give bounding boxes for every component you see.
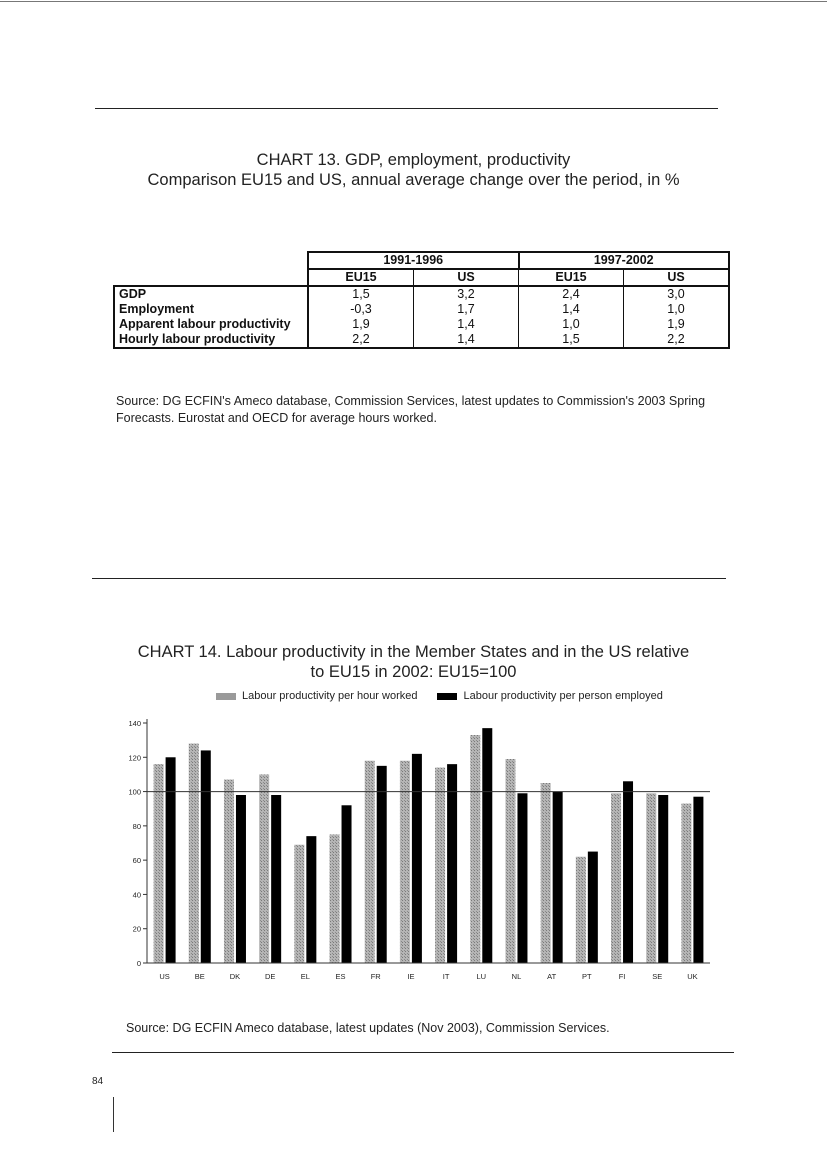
x-tick-label: FR: [370, 972, 381, 981]
x-tick-label: NL: [511, 972, 522, 981]
x-tick-label: BE: [194, 972, 205, 981]
table-cell: 1,0: [519, 317, 624, 332]
bar-person-de: [271, 795, 281, 963]
bar-hour-uk: [681, 804, 691, 963]
bar-hour-se: [646, 793, 656, 963]
chart13-source: Source: DG ECFIN's Ameco database, Commission Services, latest updates to Commission's 2003 Spring Forecasts. Eurostat and OECD for average hours worked.: [116, 394, 706, 425]
x-tick-label: DK: [229, 972, 241, 981]
bar-hour-nl: [505, 759, 515, 963]
x-tick-label: UK: [687, 972, 698, 981]
bar-person-el: [306, 836, 316, 963]
y-tick-label: 140: [128, 719, 141, 728]
x-tick-label: IE: [407, 972, 415, 981]
x-tick-label: SE: [652, 972, 663, 981]
x-tick-label: FI: [618, 972, 626, 981]
table-cell: 2,2: [308, 332, 414, 348]
legend-label-hour: Labour productivity per hour worked: [242, 690, 418, 702]
bar-person-fi: [623, 781, 633, 963]
subheader-us-2: US: [624, 269, 730, 286]
x-tick-label: ES: [335, 972, 346, 981]
table-cell: 1,0: [624, 302, 730, 317]
table-cell: 1,9: [624, 317, 730, 332]
y-tick-label: 0: [136, 959, 141, 968]
x-tick-label: LU: [476, 972, 487, 981]
y-tick-label: 80: [132, 821, 141, 831]
chart14-title-line2: to EU15 in 2002: EU15=100: [310, 663, 517, 681]
chart14-title-line1: CHART 14. Labour productivity in the Member States and in the US relative: [137, 643, 690, 661]
table-cell: 2,4: [519, 286, 624, 302]
bar-hour-pt: [576, 857, 586, 963]
y-tick-label: 120: [128, 753, 141, 763]
bar-hour-fr: [365, 761, 375, 963]
bar-person-dk: [236, 795, 246, 963]
y-tick-label: 40: [132, 890, 141, 900]
bar-person-es: [342, 805, 352, 963]
table-cell: 3,2: [414, 286, 519, 302]
bar-person-fr: [377, 766, 387, 963]
row-label: Hourly labour productivity: [114, 332, 308, 348]
y-tick-label: 60: [132, 856, 141, 866]
table-cell: 1,5: [519, 332, 624, 348]
chart14-bars: [154, 728, 704, 963]
chart14-source: Source: DG ECFIN Ameco database, latest updates (Nov 2003), Commission Services.: [126, 1021, 610, 1035]
chart14-bottom-rule: [112, 1052, 734, 1053]
y-tick-label: 20: [132, 924, 141, 934]
table-cell: -0,3: [308, 302, 414, 317]
x-tick-label: US: [159, 972, 170, 981]
x-tick-label: AT: [547, 972, 557, 981]
legend-label-person: Labour productivity per person employed: [463, 690, 663, 702]
table-cell: 1,4: [414, 317, 519, 332]
subheader-us-1: US: [414, 269, 519, 286]
bar-hour-ie: [400, 761, 410, 963]
subheader-eu15-1: EU15: [308, 269, 414, 286]
bar-hour-be: [189, 744, 199, 963]
subheader-eu15-2: EU15: [519, 269, 624, 286]
bar-hour-de: [259, 774, 269, 963]
table-cell: 2,2: [624, 332, 730, 348]
x-tick-label: IT: [442, 972, 450, 981]
chart13-title-line1: CHART 13. GDP, employment, productivity: [256, 151, 571, 169]
bar-person-lu: [482, 728, 492, 963]
bar-hour-us: [154, 764, 164, 963]
bar-person-us: [166, 757, 176, 963]
bar-person-uk: [693, 797, 703, 963]
period-header-2: 1997-2002: [519, 252, 730, 269]
chart13-title-line2: Comparison EU15 and US, annual average change over the period, in %: [147, 171, 680, 189]
x-tick-label: PT: [582, 972, 592, 981]
table-cell: 1,7: [414, 302, 519, 317]
table-cell: 1,5: [308, 286, 414, 302]
bar-hour-fi: [611, 793, 621, 963]
margin-mark: [113, 1097, 114, 1132]
bar-person-it: [447, 764, 457, 963]
period-header-1: 1991-1996: [308, 252, 519, 269]
x-tick-label: EL: [300, 972, 310, 981]
row-label: GDP: [114, 286, 308, 302]
bar-hour-el: [294, 845, 304, 963]
bar-person-at: [553, 792, 563, 963]
bar-hour-at: [541, 783, 551, 963]
table-cell: 1,9: [308, 317, 414, 332]
bar-person-be: [201, 750, 211, 963]
bar-person-se: [658, 795, 668, 963]
table-cell: 1,4: [414, 332, 519, 348]
bar-hour-es: [330, 834, 340, 963]
page-number: 84: [92, 1076, 104, 1087]
bar-hour-dk: [224, 780, 234, 963]
bar-person-nl: [517, 793, 527, 963]
bar-hour-it: [435, 768, 445, 963]
bar-person-ie: [412, 754, 422, 963]
x-tick-label: DE: [264, 972, 276, 981]
table-cell: 1,4: [519, 302, 624, 317]
y-tick-label: 100: [128, 787, 141, 797]
table-cell: 3,0: [624, 286, 730, 302]
bar-person-pt: [588, 852, 598, 963]
row-label: Apparent labour productivity: [114, 317, 308, 332]
bar-hour-lu: [470, 735, 480, 963]
row-label: Employment: [114, 302, 308, 317]
